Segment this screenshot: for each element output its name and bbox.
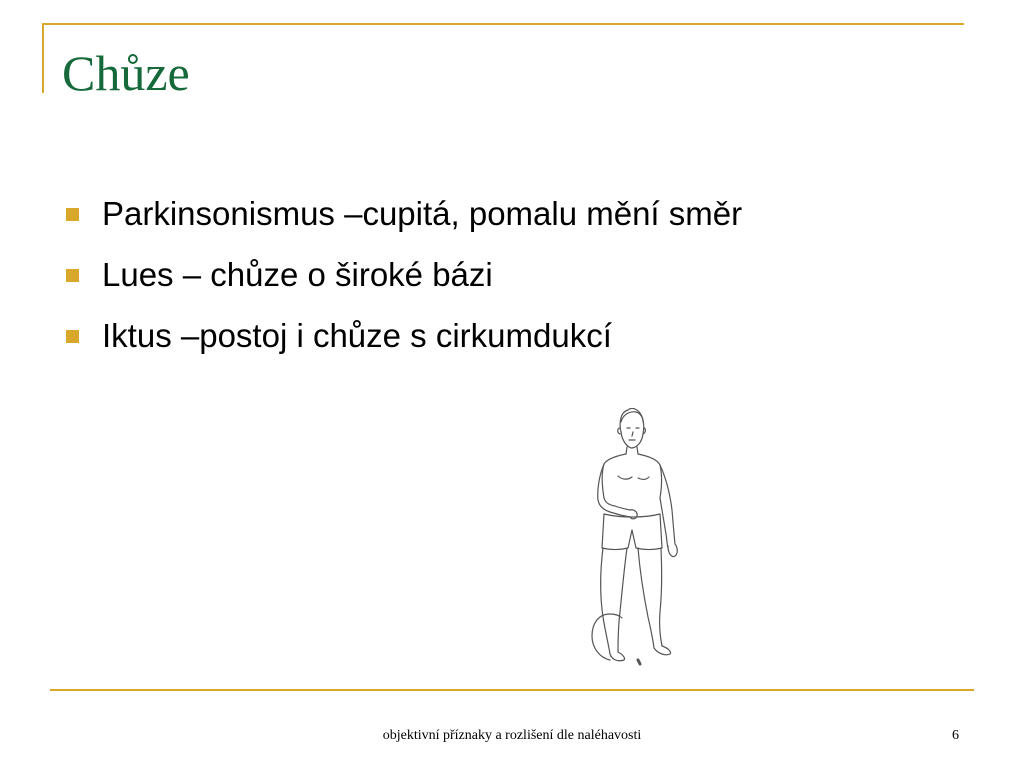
figure-ear	[618, 428, 646, 434]
figure-torso	[602, 454, 661, 498]
figure-left-leg	[601, 548, 627, 654]
figure-floor-mark	[638, 660, 640, 664]
hemiparetic-gait-figure	[580, 402, 690, 670]
square-bullet-icon	[66, 208, 79, 221]
footer-rule	[50, 689, 974, 691]
figure-right-hand	[668, 544, 677, 557]
square-bullet-icon	[66, 269, 79, 282]
slide-title: Chůze	[62, 45, 190, 101]
bullet-text: Parkinsonismus –cupitá, pomalu mění směr	[102, 195, 743, 232]
figure-face	[627, 428, 639, 440]
bullet-item	[62, 249, 742, 310]
bullet-text: Lues – chůze o široké bázi	[102, 256, 493, 293]
bullet-item	[62, 188, 742, 249]
bullet-list	[62, 188, 742, 371]
figure-right-foot	[654, 646, 671, 655]
bullet-text: Iktus –postoj i chůze s cirkumdukcí	[102, 317, 612, 354]
figure-waist	[604, 514, 660, 517]
footer-text: objektivní příznaky a rozlišení dle naléhavosti	[382, 728, 642, 743]
figure-right-arm	[660, 465, 675, 548]
page-number: 6	[952, 728, 959, 743]
figure-shorts	[602, 514, 662, 550]
figure-hair	[621, 412, 643, 422]
title-frame-left-rule	[42, 23, 44, 93]
figure-left-foot	[610, 652, 625, 661]
figure-chest	[618, 476, 649, 479]
square-bullet-icon	[66, 330, 79, 343]
bullet-item	[62, 310, 742, 371]
figure-right-leg	[638, 548, 662, 648]
title-frame-top-rule	[42, 23, 964, 25]
